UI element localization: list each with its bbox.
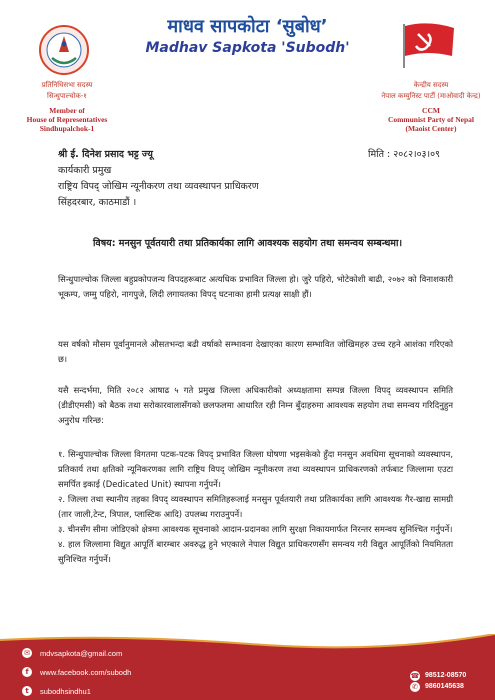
left-title-np: प्रतिनिधिसभा सदस्य (41, 81, 93, 89)
letterhead (0, 0, 495, 138)
list-item: ४. हाल जिल्लामा विद्युत आपूर्ति बारम्बार अवरुद्ध हुने भएकाले नेपाल विद्युत प्राधिकरणसँग समन्वय गरी विद्युत आपूर्तिको नियमितता सुनिश्चित गर्नुपर्ने। (58, 539, 453, 564)
recipient-organization: राष्ट्रिय विपद् जोखिम न्यूनीकरण तथा व्यवस्थापन प्राधिकरण (58, 181, 259, 192)
facebook-text: www.facebook.com/subodh (40, 667, 132, 677)
party-flag-icon (398, 20, 456, 70)
email-text: mdvsapkota@gmail.com (40, 648, 123, 658)
right-title-en-2: Communist Party of Nepal (387, 115, 475, 124)
twitter-text: subodhsindhu1 (40, 686, 91, 696)
left-credentials (8, 80, 126, 133)
email-icon: ✉ (22, 648, 32, 658)
email-row[interactable] (22, 646, 131, 660)
left-title-en-1: Member of (49, 106, 85, 115)
recipient-name: श्री ई. दिनेश प्रसाद भट्ट ज्यू (58, 149, 153, 160)
phone-2: 9860145638 (425, 683, 464, 690)
left-title-en-2: House of Representatives (26, 115, 108, 124)
left-title-en-3: Sindhupalchok-1 (39, 124, 95, 133)
letter-date: मिति : २०८२।०३।०९ (368, 149, 440, 160)
list-item: ३. चीनसँग सीमा जोडिएको क्षेत्रमा आवश्यक सूचनाको आदान-प्रदानका लागि सुरक्षा निकायमार्फत निरन्तर समन्वय सुनिश्चित गर्नुपर्ने। (58, 524, 453, 534)
facebook-icon: f (22, 667, 32, 677)
recipient-location: सिंहदरबार, काठमाडौं । (58, 197, 137, 208)
list-item: २. जिल्ला तथा स्थानीय तहका विपद् व्यवस्थापन समितिहरूलाई मनसुन पूर्वतयारी तथा प्रतिकार्यका लागि आवश्यक गैर-खाद्य सामग्री (तार जाली,टेन्ट, त्रिपाल, प्लास्टिक आदि) उपलब्ध गराउनुपर्ने। (58, 494, 453, 519)
phone-icon: ☎ (410, 671, 420, 680)
right-title-en-3: (Maoist Center) (405, 124, 457, 133)
left-constituency-np: सिन्धुपाल्चोक-१ (47, 92, 87, 100)
facebook-row[interactable] (22, 665, 131, 679)
letterhead-title-nepali: माधव सापकोटा ‘सुबोध’ (167, 16, 328, 37)
footer-contacts (22, 646, 131, 700)
twitter-icon: t (22, 686, 32, 696)
right-title-np: केन्द्रीय सदस्य (413, 81, 449, 89)
twitter-row[interactable] (22, 684, 131, 698)
mobile-icon: ✆ (410, 682, 420, 692)
letter-subject: विषय: मनसुन पूर्वतयारी तथा प्रतिकार्यका लागि आवश्यक सहयोग तथा समन्वय सम्बन्धमा। (92, 238, 403, 249)
letterhead-title-english: Madhav Sapkota 'Subodh' (145, 40, 350, 56)
footer-phones (410, 670, 466, 692)
right-title-en-1: CCM (422, 106, 440, 115)
recipient-address (58, 147, 378, 211)
recipient-designation: कार्यकारी प्रमुख (58, 165, 112, 176)
paragraph-3: यसै सन्दर्भमा, मिति २०८२ आषाढ ५ गते प्रमुख जिल्ला अधिकारीको अध्यक्षतामा सम्पन्न जिल्ला विपद् व्यवस्थापन समिति (डीडीएमसी) को बैठक तथा सरोकारवालासँगको छलफलमा आधारित रही निम्न बुँदाहरुमा आवश्यक सहयोग तथा समन्वय गरिदिनुहुन अनुरोध गरिन्छ: (58, 385, 453, 425)
right-credentials (372, 80, 490, 133)
right-party-np: नेपाल कम्युनिस्ट पार्टी (माओवादी केन्द्र) (381, 92, 481, 100)
list-item: १. सिन्धुपाल्चोक जिल्ला विगतमा पटक-पटक विपद् प्रभावित जिल्ला घोषणा भइसकेको हुँदा मनसुन अवधिमा सूचनाको व्यवस्थापन, प्रतिकार्य तथा क्षतिको न्यूनिकरणका लागि राष्ट्रिय विपद् जोखिम न्यूनीकरण तथा व्यवस्थापन प्राधिकरणको तर्फबाट जिल्लामा एउटा समर्पित इकाई (Dedicated Unit) स्थापना गर्नुपर्ने। (58, 449, 453, 489)
request-list (58, 447, 453, 567)
phone-row-2[interactable] (410, 681, 466, 692)
phone-row-1[interactable] (410, 670, 466, 681)
phone-1: 98512-08570 (425, 672, 467, 679)
letter-footer (0, 634, 495, 700)
paragraph-1: सिन्धुपाल्चोक जिल्ला बहुप्रकोपजन्य विपदहरूबाट अत्यधिक प्रभावित जिल्ला हो। जुरे पहिरो, भोटेकोशी बाढी, २०७२ को विनाशकारी भूकम्प, जम्मु पहिरो, नागपुजे, लिदी लगायतका विपद् घटनाका हामी प्रत्यक्ष साक्षी हौं। (58, 274, 453, 299)
paragraph-2: यस वर्षको मौसम पूर्वानुमानले औसतभन्दा बढी वर्षाको सम्भावना देखाएका कारण सम्भावित जोखिमहरु उच्च रहने आशंका गरिएको छ। (58, 339, 453, 364)
